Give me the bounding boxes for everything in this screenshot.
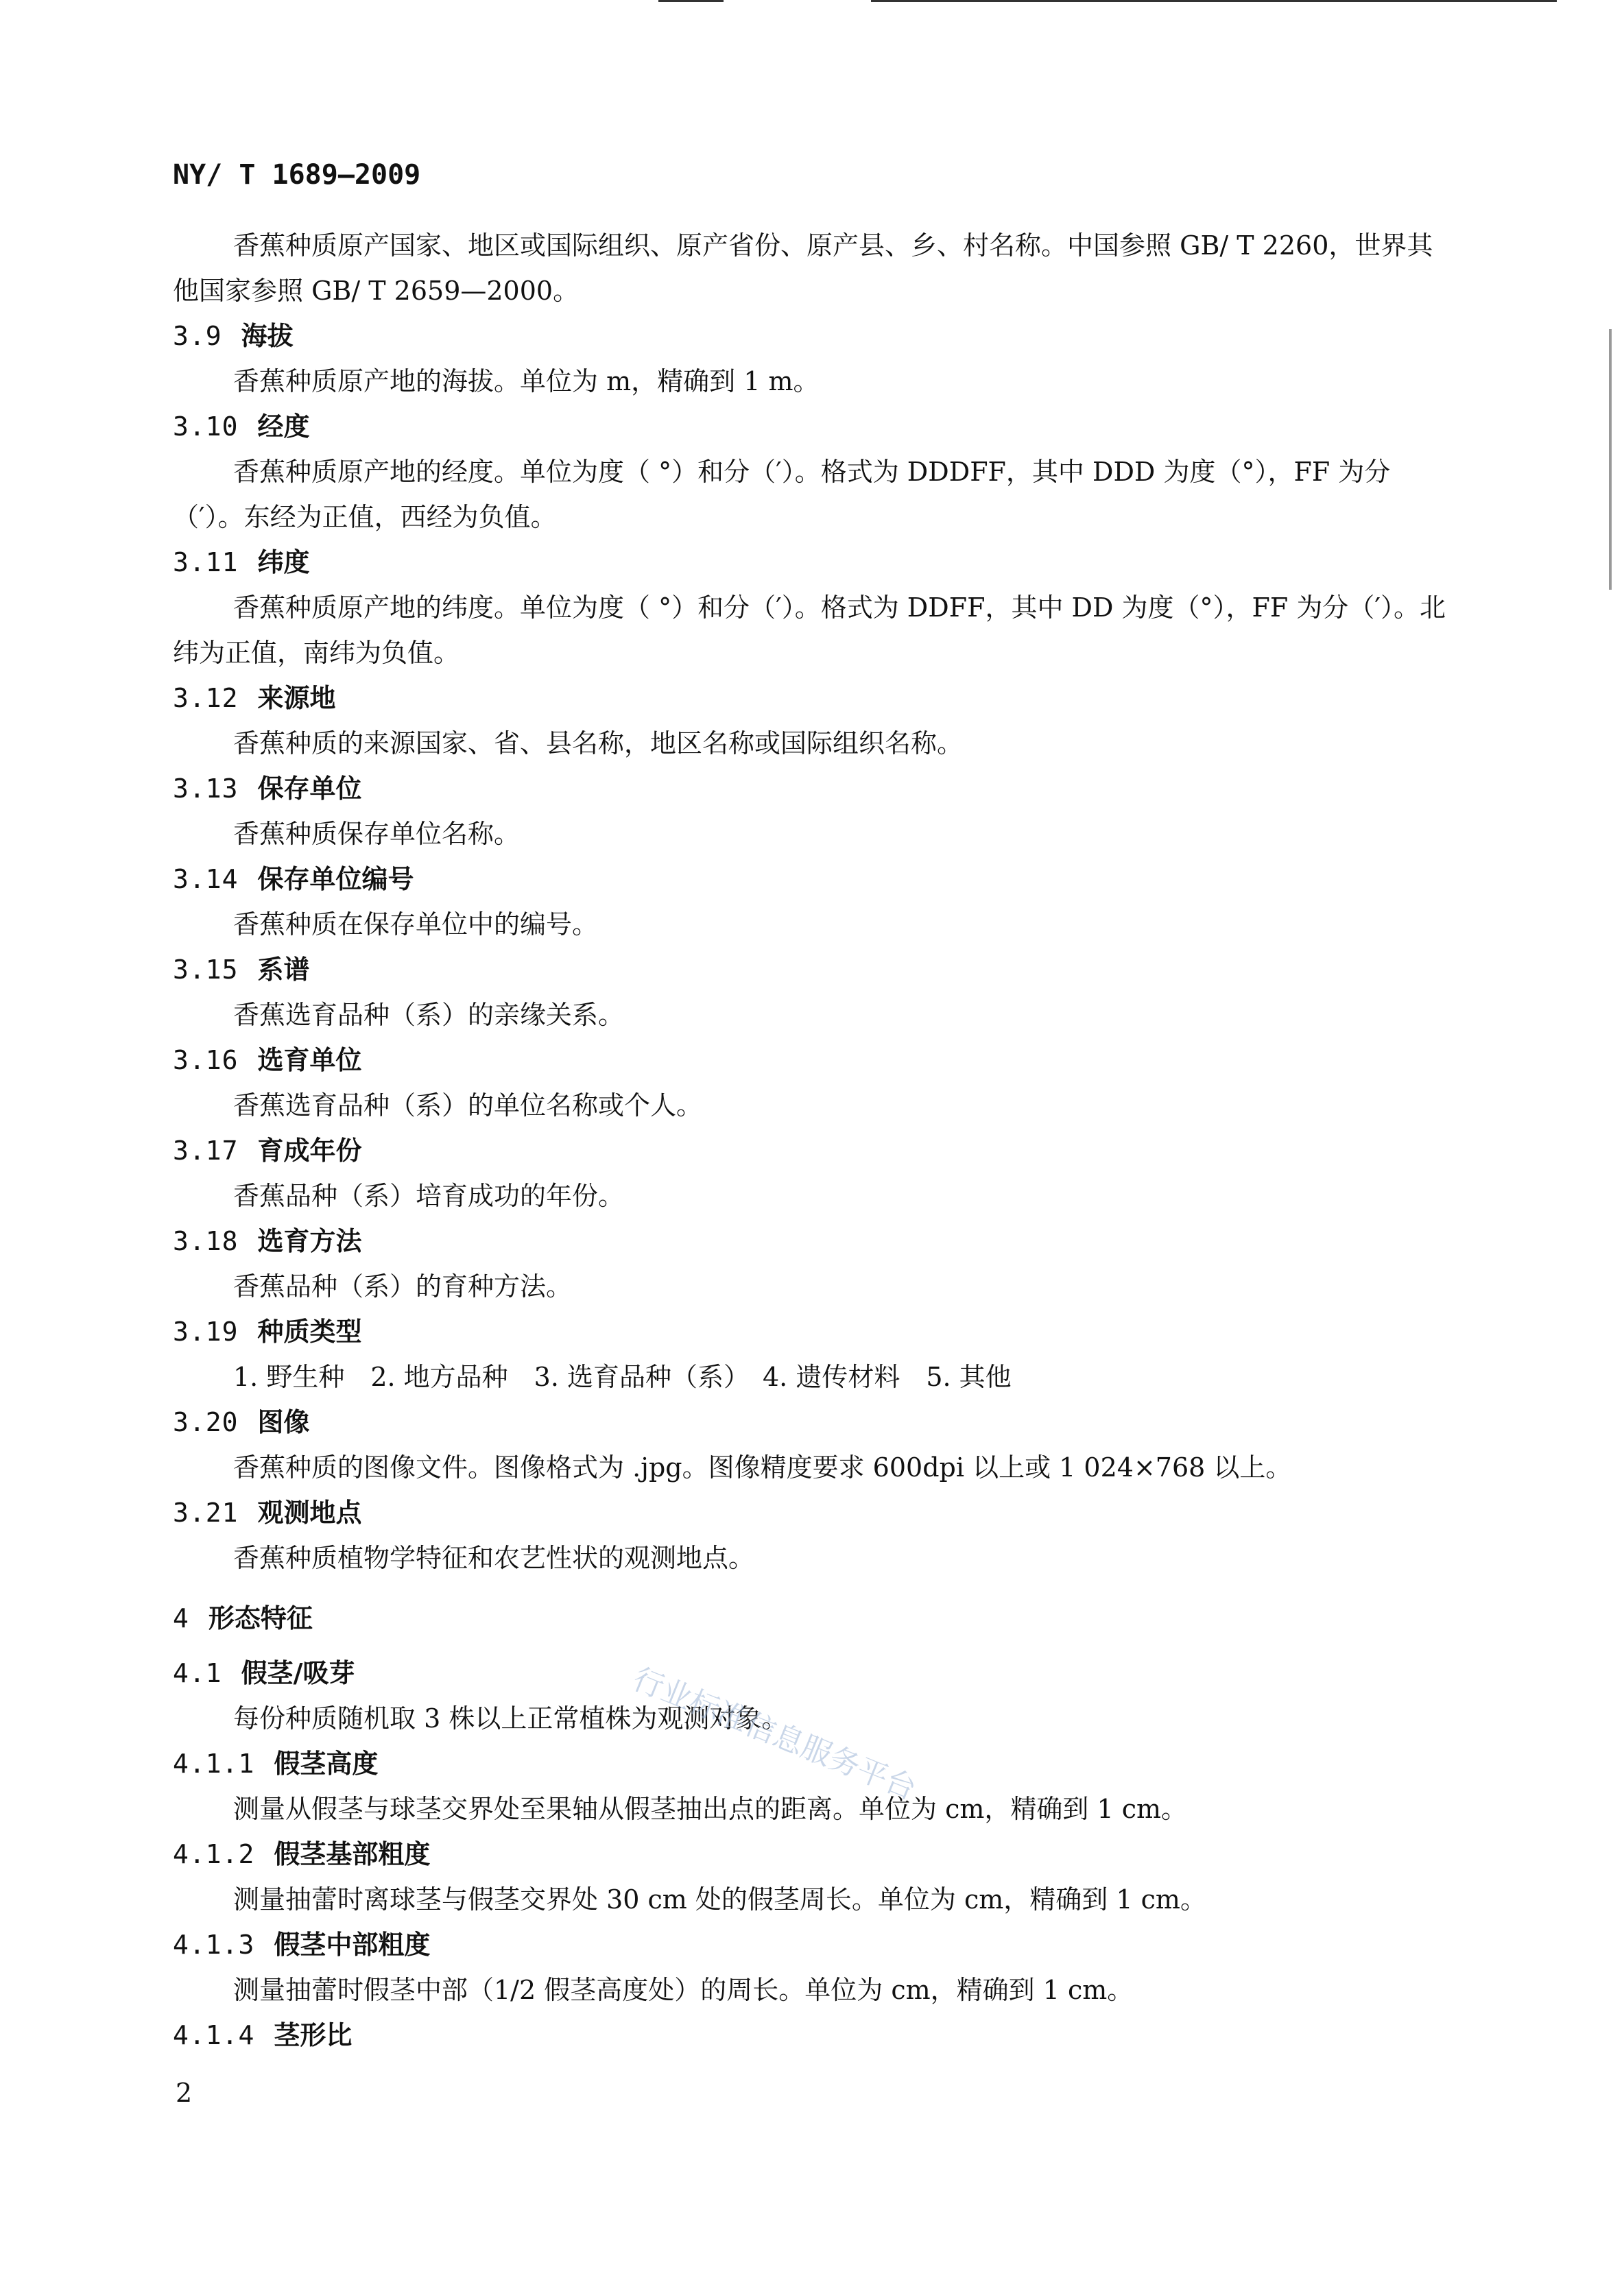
section-body: 香蕉种质原产地的海拔。单位为 m，精确到 1 m。	[233, 366, 820, 396]
section-body: 香蕉品种（系）的育种方法。	[233, 1271, 573, 1302]
section-4-1-1	[173, 1741, 1448, 1832]
section-body: 香蕉种质原产地的经度。单位为度（ °）和分（′）。格式为 DDDFF，其中 DDD 为度（°），FF 为分（′）。东经为正值，西经为负值。	[173, 457, 1391, 532]
section-3-13	[173, 766, 1448, 856]
section-number: 3.11	[173, 547, 239, 577]
section-title: 种质类型	[257, 1317, 362, 1347]
section-number: 3.10	[173, 411, 239, 442]
section-title: 选育方法	[257, 1226, 362, 1256]
section-body: 香蕉种质的来源国家、省、县名称，地区名称或国际组织名称。	[233, 728, 964, 758]
section-3-16	[173, 1038, 1448, 1128]
section-title: 假茎基部粗度	[274, 1839, 431, 1869]
section-title: 假茎高度	[274, 1749, 379, 1779]
section-number: 3.16	[173, 1045, 239, 1075]
section-title: 假茎/吸芽	[241, 1658, 355, 1688]
page-number: 2	[176, 2078, 193, 2108]
section-title: 来源地	[257, 683, 336, 713]
section-number: 3.15	[173, 955, 239, 985]
section-body: 每份种质随机取 3 株以上正常植株为观测对象。	[233, 1703, 788, 1734]
section-title: 假茎中部粗度	[274, 1930, 431, 1960]
section-4-1	[173, 1651, 1448, 1741]
scan-artifact-line	[871, 0, 1557, 2]
chapter-number: 4	[173, 1603, 189, 1633]
document-body	[173, 223, 1448, 2058]
section-body: 测量抽蕾时假茎中部（1/2 假茎高度处）的周长。单位为 cm，精确到 1 cm。	[233, 1975, 1134, 2005]
section-body: 香蕉种质植物学特征和农艺性状的观测地点。	[233, 1543, 755, 1573]
section-body: 香蕉品种（系）培育成功的年份。	[233, 1181, 625, 1211]
section-3-19	[173, 1309, 1448, 1400]
section-4-1-2	[173, 1832, 1448, 1922]
section-body: 香蕉种质在保存单位中的编号。	[233, 909, 599, 939]
section-body: 香蕉种质原产地的纬度。单位为度（ °）和分（′）。格式为 DDFF，其中 DD 为度（°），FF 为分（′）。北纬为正值，南纬为负值。	[173, 592, 1446, 668]
section-number: 4.1.1	[173, 1749, 255, 1779]
section-number: 3.14	[173, 864, 239, 894]
section-number: 4.1.3	[173, 1930, 255, 1960]
section-3-18	[173, 1219, 1448, 1309]
section-body: 香蕉种质的图像文件。图像格式为 .jpg。图像精度要求 600dpi 以上或 1 024×768 以上。	[233, 1452, 1292, 1483]
germplasm-type-options: 1. 野生种 2. 地方品种 3. 选育品种（系） 4. 遗传材料 5. 其他	[233, 1362, 1012, 1392]
watermark-text: 行业标准信息服务平台	[628, 1661, 921, 1808]
section-body: 香蕉选育品种（系）的单位名称或个人。	[233, 1090, 703, 1120]
scan-artifact-edge	[1609, 329, 1612, 590]
section-title: 选育单位	[257, 1045, 362, 1075]
section-3-14	[173, 856, 1448, 947]
chapter-title: 形态特征	[208, 1603, 313, 1633]
section-body: 香蕉选育品种（系）的亲缘关系。	[233, 1000, 625, 1030]
scan-artifact-line	[658, 0, 724, 2]
section-body: 测量从假茎与球茎交界处至果轴从假茎抽出点的距离。单位为 cm，精确到 1 cm。	[233, 1794, 1188, 1824]
section-body: 测量抽蕾时离球茎与假茎交界处 30 cm 处的假茎周长。单位为 cm，精确到 1 cm。	[233, 1884, 1206, 1915]
section-4-1-3	[173, 1922, 1448, 2013]
section-title: 茎形比	[274, 2020, 353, 2050]
section-title: 系谱	[257, 955, 310, 985]
section-title: 保存单位	[257, 774, 362, 804]
section-3-12	[173, 675, 1448, 766]
section-title: 育成年份	[257, 1136, 362, 1166]
section-3-10	[173, 404, 1448, 540]
section-title: 保存单位编号	[257, 864, 414, 894]
section-number: 4.1.2	[173, 1839, 255, 1869]
section-3-9	[173, 313, 1448, 404]
section-number: 3.18	[173, 1226, 239, 1256]
section-body: 香蕉种质保存单位名称。	[233, 819, 521, 849]
section-title: 纬度	[257, 547, 310, 577]
section-title: 图像	[257, 1407, 310, 1437]
chapter-4-heading	[173, 1596, 1448, 1641]
section-3-21	[173, 1490, 1448, 1581]
section-4-1-4	[173, 2013, 1448, 2058]
section-number: 3.20	[173, 1407, 239, 1437]
section-3-20	[173, 1400, 1448, 1490]
section-3-11	[173, 540, 1448, 675]
standard-code: NY/ T 1689—2009	[173, 159, 421, 191]
section-number: 3.9	[173, 321, 222, 351]
section-number: 3.19	[173, 1317, 239, 1347]
section-number: 4.1.4	[173, 2020, 255, 2050]
section-number: 3.17	[173, 1136, 239, 1166]
section-title: 观测地点	[257, 1498, 362, 1528]
section-number: 4.1	[173, 1658, 222, 1688]
section-title: 经度	[257, 411, 310, 442]
intro-paragraph: 香蕉种质原产国家、地区或国际组织、原产省份、原产县、乡、村名称。中国参照 GB/ T 2260，世界其他国家参照 GB/ T 2659—2000。	[173, 230, 1433, 306]
section-3-17	[173, 1128, 1448, 1219]
section-title: 海拔	[241, 321, 294, 351]
section-number: 3.21	[173, 1498, 239, 1528]
section-number: 3.12	[173, 683, 239, 713]
section-number: 3.13	[173, 774, 239, 804]
section-3-15	[173, 947, 1448, 1038]
